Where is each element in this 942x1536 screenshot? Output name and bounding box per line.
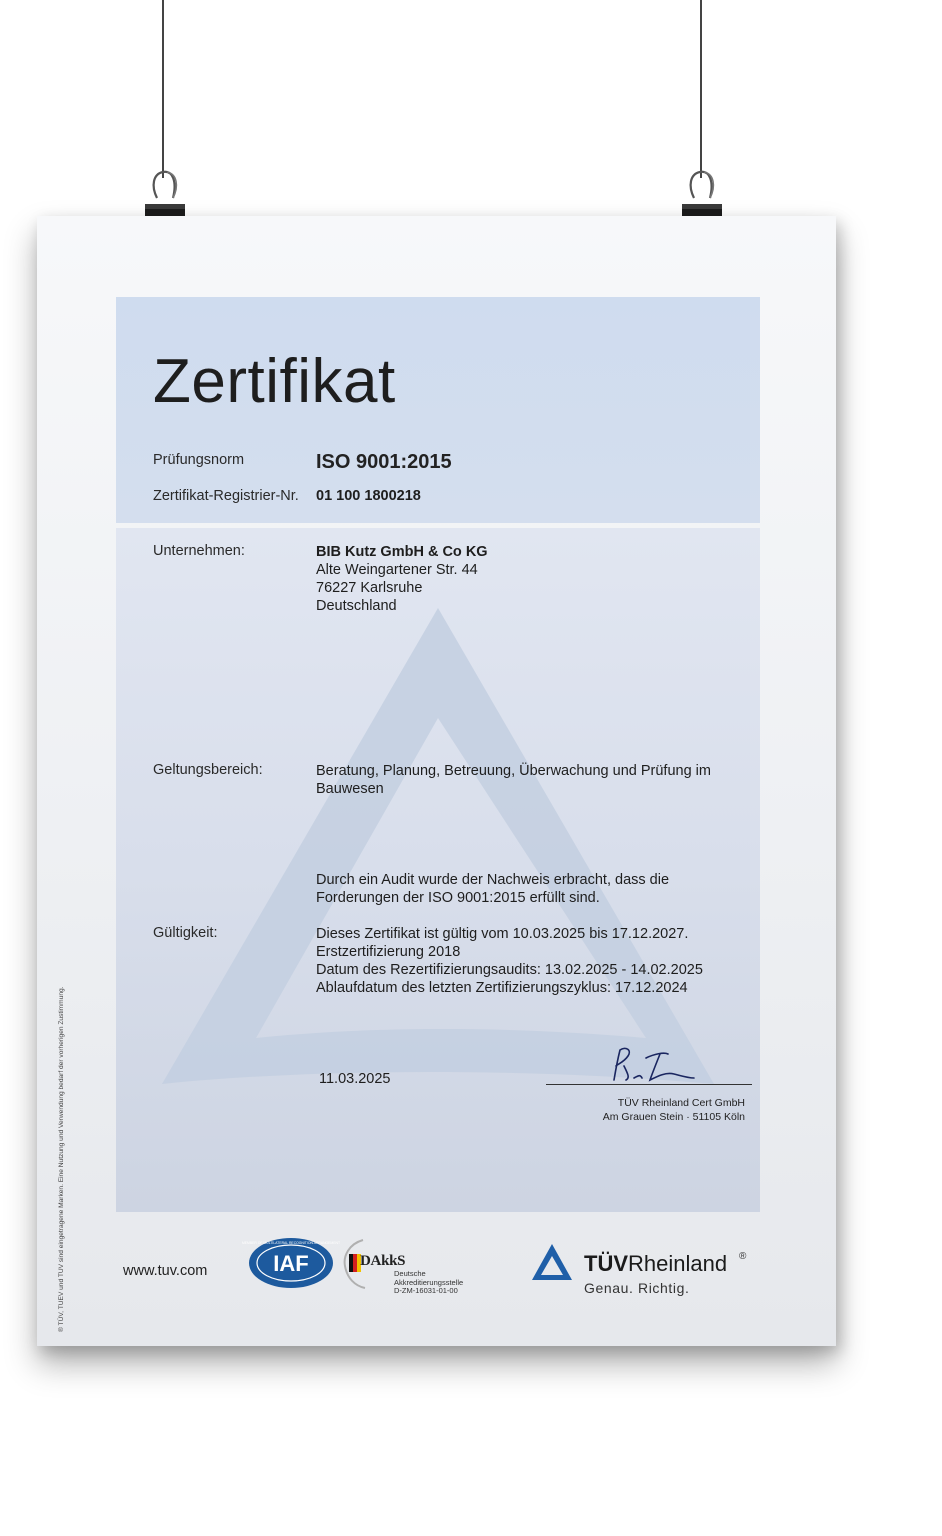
validity-label: Gültigkeit:	[153, 925, 218, 941]
hanging-wire-left	[162, 0, 164, 178]
iaf-text: IAF	[273, 1251, 309, 1276]
dakks-line: Deutsche	[394, 1269, 426, 1278]
tuv-brand	[584, 1251, 727, 1277]
tuv-brand-bold: TÜV	[584, 1251, 628, 1276]
registration-value: 01 100 1800218	[316, 488, 421, 504]
validity-line: Ablaufdatum des letzten Zertifizierungszyklus: 17.12.2024	[316, 980, 688, 996]
tuv-triangle-logo-icon	[530, 1242, 574, 1282]
standard-value: ISO 9001:2015	[316, 451, 452, 473]
issuer-address: Am Grauen Stein · 51105 Köln	[602, 1111, 745, 1123]
dakks-name: DAkkS	[360, 1253, 406, 1269]
signature	[604, 1044, 700, 1086]
dakks-details	[394, 1270, 463, 1296]
tuv-registered-mark: ®	[739, 1251, 747, 1262]
company-address	[316, 543, 488, 615]
tuv-tagline: Genau. Richtig.	[584, 1280, 690, 1296]
signature-line	[546, 1084, 752, 1085]
validity-line: Erstzertifizierung 2018	[316, 944, 461, 960]
validity-line: Datum des Rezertifizierungsaudits: 13.02.2025 - 14.02.2025	[316, 962, 703, 978]
trademark-note: ® TÜV, TUEV und TUV sind eingetragene Marken. Eine Nutzung und Verwendung bedarf der vorherigen Zustimmung.	[58, 986, 65, 1332]
certificate-title: Zertifikat	[153, 347, 396, 416]
website-link[interactable]: www.tuv.com	[123, 1263, 208, 1279]
validity-text	[316, 925, 703, 997]
dakks-line: D-ZM-16031-01-00	[394, 1286, 458, 1295]
company-name: BIB Kutz GmbH & Co KG	[316, 544, 488, 560]
iaf-logo	[241, 1236, 341, 1290]
company-street: Alte Weingartener Str. 44	[316, 562, 478, 578]
issue-date: 11.03.2025	[319, 1071, 391, 1087]
scope-label: Geltungsbereich:	[153, 762, 263, 778]
iaf-ring-text: MEMBER OF MULTILATERAL RECOGNITION ARRANGEMENT	[241, 1241, 341, 1245]
hanging-wire-right	[700, 0, 702, 178]
company-label: Unternehmen:	[153, 543, 245, 559]
company-city: 76227 Karlsruhe	[316, 580, 423, 596]
validity-line: Dieses Zertifikat ist gültig vom 10.03.2025 bis 17.12.2027.	[316, 926, 689, 942]
issuer-name: TÜV Rheinland Cert GmbH	[617, 1097, 745, 1109]
scope-text	[316, 762, 711, 798]
audit-statement	[316, 871, 669, 907]
standard-label: Prüfungsnorm	[153, 452, 245, 468]
registration-label: Zertifikat-Registrier-Nr.	[153, 488, 299, 504]
dakks-line: Akkreditierungsstelle	[394, 1277, 464, 1287]
scope-line: Beratung, Planung, Betreuung, Überwachung und Prüfung im	[316, 763, 711, 779]
scope-line: Bauwesen	[316, 781, 384, 797]
audit-line: Durch ein Audit wurde der Nachweis erbracht, dass die	[316, 872, 670, 888]
tuv-brand-rest: Rheinland	[628, 1251, 728, 1276]
audit-line: Forderungen der ISO 9001:2015 erfüllt sind.	[316, 890, 600, 906]
company-country: Deutschland	[316, 598, 397, 614]
